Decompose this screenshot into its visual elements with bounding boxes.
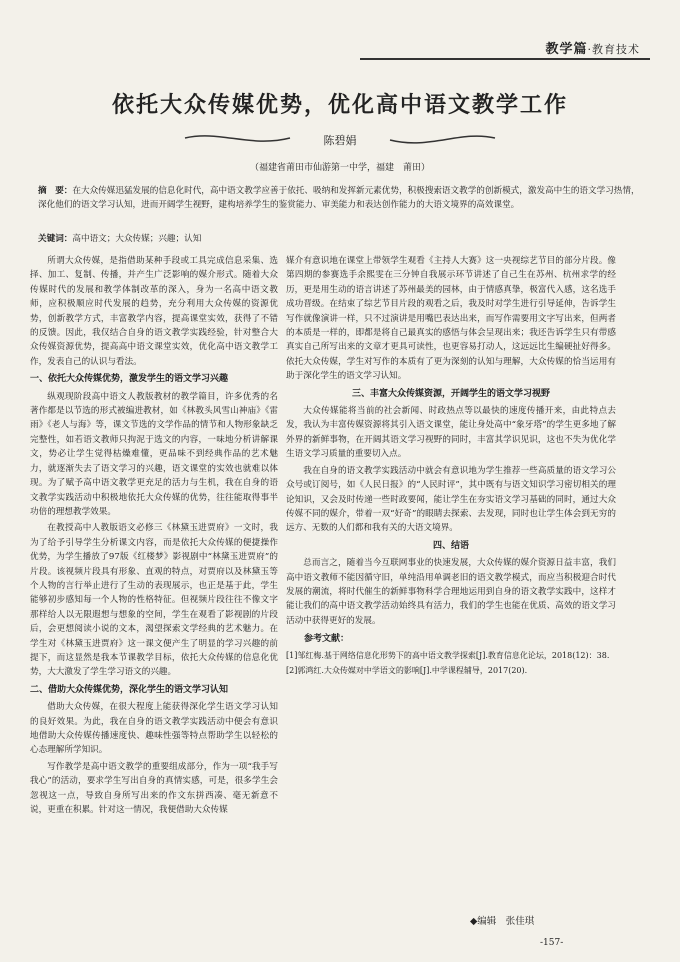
abstract <box>38 184 646 212</box>
abstract-text: 在大众传媒迅猛发展的信息化时代，高中语文教学应善于依托、吸纳和发挥新元素优势，积极搜索语文教学的创新模式，激发高中生的语文学习热情，深化他们的语文学习认知，进而开阔学生视野，建构培养学生的鉴赏能力、审美能力和表达创作能力的大语文境界的高效课堂。 <box>38 186 640 210</box>
keywords <box>38 232 646 244</box>
left-column <box>30 254 278 819</box>
editor-credit: ◆编辑 张佳琪 <box>470 916 535 927</box>
body-paragraph: 纵观现阶段高中语文人教版教材的教学篇目，许多优秀的名著作都是以节选的形式被编进教材，如《林教头风雪山神庙》《雷雨》《老人与海》等，课文节选的文学作品的情节和人物形象缺乏完整性，如若语文教师只拘泥于选文的内容，一味地分析讲解课文，势必让学生觉得枯燥难懂，更品味不到经典作品的艺术魅力，就逐渐失去了语文学习的兴趣，语文课堂的实效也就难以体现。为了赋予高中语文教学更充足的活力与生机，我在自身的语文教学实践活动中积极地依托大众传媒的优势，往往能取得事半功倍的理想教学效果。 <box>30 391 278 517</box>
body-paragraph: 我在自身的语文教学实践活动中就会有意识地为学生推荐一些高质量的语文学习公众号或订阅号，如《人民日报》的“人民时评”，其中既有与语文知识学习密切相关的理论知识，又会及时传递一些时政要闻，能让学生在夯实语文学习基础的同时，通过大众传媒不同的媒介，带着一双“好奇”的眼睛去探索、去发现，同时也让学生体会到无穷的远方、无数的人们都和我有关的大语文境界。 <box>286 465 616 534</box>
abstract-label: 摘 要： <box>38 186 73 196</box>
keywords-text: 高中语文；大众传媒；兴趣；认知 <box>72 234 202 244</box>
author-affiliation: （福建省莆田市仙游第一中学，福建 莆田） <box>249 163 430 173</box>
section-heading: 一、依托大众传媒优势，激发学生的语文学习兴趣 <box>30 374 229 385</box>
section-heading: 四、结语 <box>432 540 469 551</box>
section-heading: 三、丰富大众传媒资源，开阔学生的语文学习视野 <box>351 388 550 399</box>
body-paragraph: 大众传媒能将当前的社会新闻、时政热点等以最快的速度传播开来，由此特点去发，我认为丰富传媒资源将其引入语文课堂，能让身处高中“象牙塔”的学生更多地了解外界的新鲜事物，在开阔其语文学习视野的同时，丰富其学识见识，这也不失为优化学生语文学习质量的重要切入点。 <box>286 406 616 460</box>
author-name: 陈碧娟 <box>323 134 357 147</box>
body-paragraph: 媒介有意识地在课堂上带领学生观看《主持人大赛》这一央视综艺节目的部分片段。像第四期的参赛选手余熙雯在三分钟自我展示环节讲述了自己生在苏州、杭州求学的经历，更是用生动的语言讲述了苏州最美的园林，由于情感真挚，极富代入感，这名选手成功晋级。在结束了综艺节目片段的观看之后，我及时对学生进行引导延伸，告诉学生写作就像演讲一样，只不过演讲是用嘴巴表达出来，而写作需要用文字写出来，但两者的本质是一样的，即都是将自己最真实的感悟与体会呈现出来；我还告诉学生只有带感真实自己所写出来的文章才更具可读性，也更容易打动人，这远远比生编硬扯好得多。依托大众传媒，学生对写作的本质有了更为深刻的认知与理解，大众传媒的恰当运用有助于深化学生的语文学习认知。 <box>286 256 616 382</box>
body-paragraph: 在教授高中人教版语文必修三《林黛玉进贾府》一文时，我为了给予引导学生分析课文内容，而是依托大众传媒的便捷操作优势，为学生播放了97版《红楼梦》影视剧中“林黛玉进贾府”的片段。该视频片段具有形象、直观的特点，对贾府以及林黛玉等个人物的言行举止进行了生动的表现展示，也正是基于此，学生能够初步感知每一个人物的性格特征。但视频片段往往不像文字那样给人以无限遐想与想象的空间，学生在观看了影视剧的片段后，会更想阅读小说的文本，渴望探索文学经典的艺术魅力。在学生对《林黛玉进贾府》这一课文便产生了明显的学习兴趣的前提下，而这显然是我本节课教学目标，依托大众传媒的信息化优势，大大激发了学生学习语文的兴趣。 <box>30 523 278 678</box>
right-column <box>286 254 616 679</box>
section-header <box>545 38 640 57</box>
body-paragraph: 总而言之，随着当今互联网事业的快速发展，大众传媒的媒介资源日益丰富，我们高中语文教师不能因循守旧，单纯沿用单调老旧的语文教学模式，而应当积极迎合时代发展的潮流，将时代催生的新鲜事物科学合理地运用到自身的语文教学实践中，这样才能让我们的高中语文教学活动始终具有活力，我们的学生也能在优质、高效的语文学习活动中获得更好的发展。 <box>286 558 616 626</box>
body-paragraph: 借助大众传媒，在很大程度上能获得深化学生语文学习认知的良好效果。为此，我在自身的语文教学实践活动中便会有意识地借助大众传媒传播速度快、趣味性强等特点帮助学生以轻松的心态理解所学知识。 <box>30 702 278 756</box>
keywords-label: 关键词： <box>38 234 73 244</box>
page-number: -157- <box>540 938 564 948</box>
body-paragraph: 所谓大众传媒，是指借助某种手段或工具完成信息采集、选择、加工、复制、传播，并产生广泛影响的媒介形式。随着大众传媒时代的发展和教学体制改革的深入，身为一名高中语文教师，应积极顺应时代发展的趋势，充分利用大众传媒的资源优势，创新教学方式，丰富教学内容，提高课堂实效，获得了不错的反馈。因此，我仅结合自身的语文教学实践经验，针对整合大众传媒资源优势，提高高中语文课堂实效，优化高中语文教学工作，发表自己的认识与看法。 <box>30 256 278 367</box>
section-heading: 二、借助大众传媒优势，深化学生的语文学习认知 <box>30 684 229 695</box>
reference-item: [2]郭鸿红.大众传媒对中学语文的影响[J].中学课程辅导，2017(20). <box>286 665 528 675</box>
section-label: 教学篇 <box>545 42 588 57</box>
article-title: 依托大众传媒优势，优化高中语文教学工作 <box>111 93 568 118</box>
body-paragraph: 写作教学是高中语文教学的重要组成部分，作为一项“我手写我心”的活动，要求学生写出自身的真情实感，可是，很多学生会忽视这一点，导致自身所写出来的作文东拼西凑、毫无新意不说，更重在积累。针对这一情况，我便借助大众传媒 <box>30 761 278 816</box>
subsection-label: ·教育技术 <box>587 43 640 56</box>
references-label: 参考文献： <box>304 634 350 645</box>
references <box>286 632 616 676</box>
right-column-body <box>286 254 616 628</box>
reference-item: [1]邹红梅.基于网络信息化形势下的高中语文教学探索[J].教育信息化论坛，2018(12)：38. <box>286 650 610 660</box>
header-rule <box>360 58 650 60</box>
